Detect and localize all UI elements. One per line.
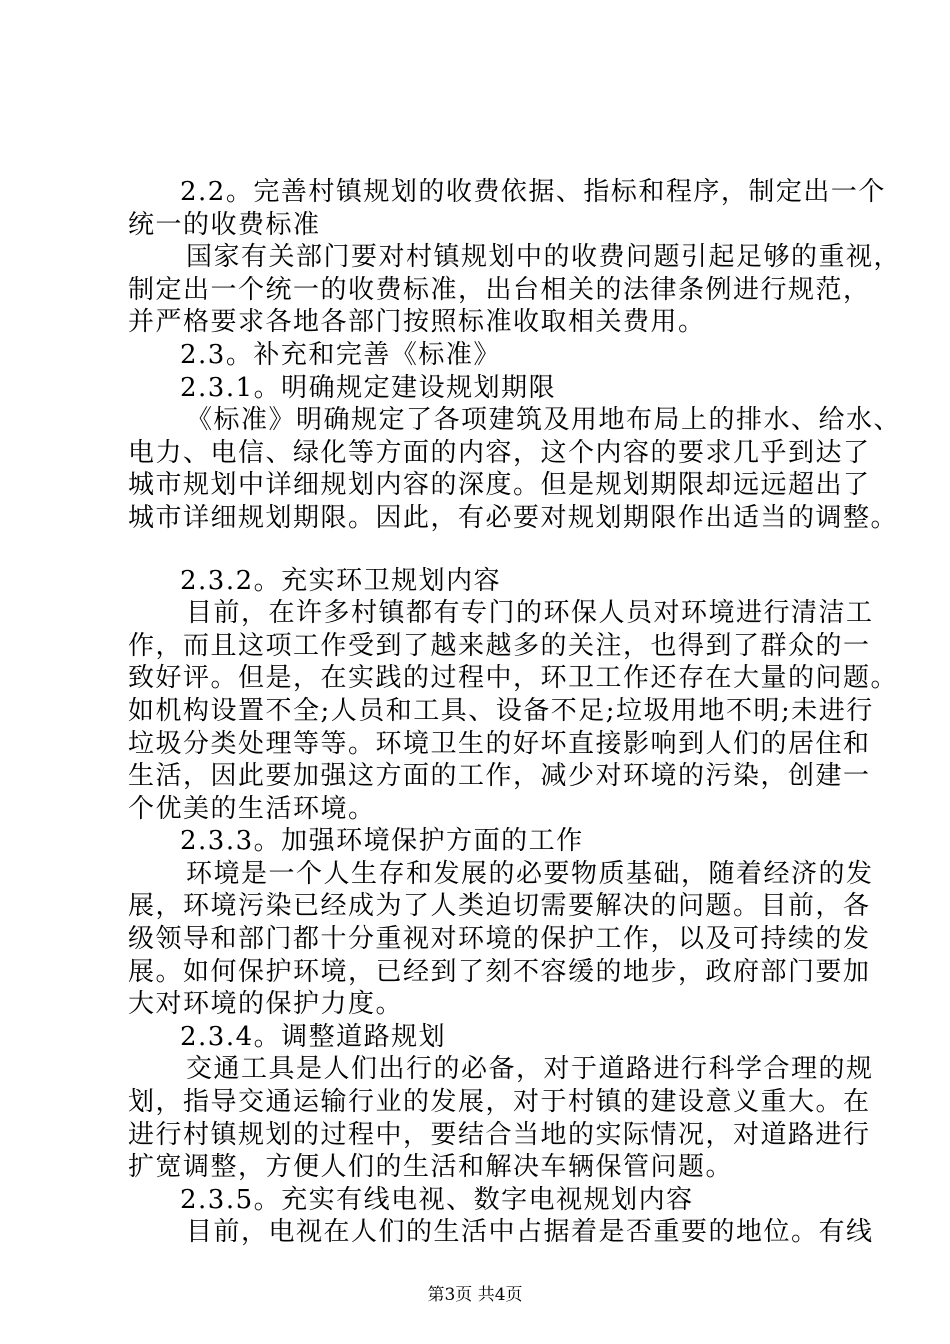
- section-heading-2-3-1: 2.3.1。明确规定建设规划期限: [180, 372, 557, 403]
- section-heading-2-3-3: 2.3.3。加强环境保护方面的工作: [180, 826, 584, 857]
- page-footer: 第3页 共4页: [427, 1285, 523, 1305]
- paragraph-line: 目前，在许多村镇都有专门的环保人员对环境进行清洁工: [186, 598, 874, 629]
- paragraph-line: 制定出一个统一的收费标准，出台相关的法律条例进行规范，: [128, 274, 871, 305]
- paragraph-line: 致好评。但是，在实践的过程中，环卫工作还存在大量的问题。: [128, 663, 899, 694]
- paragraph-line: 进行村镇规划的过程中，要结合当地的实际情况，对道路进行: [128, 1119, 871, 1150]
- paragraph-line: 目前，电视在人们的生活中占据着是否重要的地位。有线: [186, 1217, 874, 1248]
- section-heading-2-3: 2.3。补充和完善《标准》: [180, 339, 501, 370]
- paragraph-line: 城市详细规划期限。因此，有必要对规划期限作出适当的调整。: [128, 502, 899, 533]
- section-heading-2-2-cont: 统一的收费标准: [128, 209, 321, 240]
- section-heading-2-3-4: 2.3.4。调整道路规划: [180, 1021, 447, 1052]
- paragraph-line: 国家有关部门要对村镇规划中的收费问题引起足够的重视，: [186, 242, 902, 273]
- paragraph-line: 级领导和部门都十分重视对环境的保护工作，以及可持续的发: [128, 924, 871, 955]
- paragraph-line: 划，指导交通运输行业的发展，对于村镇的建设意义重大。在: [128, 1087, 871, 1118]
- paragraph-line: 作，而且这项工作受到了越来越多的关注，也得到了群众的一: [128, 630, 871, 661]
- paragraph-line: 大对环境的保护力度。: [128, 989, 404, 1020]
- paragraph-line: 生活，因此要加强这方面的工作，减少对环境的污染，创建一: [128, 761, 871, 792]
- paragraph-line: 城市规划中详细规划内容的深度。但是规划期限却远远超出了: [128, 470, 871, 501]
- paragraph-line: 展。如何保护环境，已经到了刻不容缓的地步，政府部门要加: [128, 956, 871, 987]
- paragraph-line: 垃圾分类处理等等。环境卫生的好坏直接影响到人们的居住和: [128, 728, 871, 759]
- document-body: [128, 176, 902, 1249]
- paragraph-line: 如机构设置不全;人员和工具、设备不足;垃圾用地不明;未进行: [128, 695, 874, 726]
- paragraph-line: 个优美的生活环境。: [128, 793, 376, 824]
- paragraph-line: 《标准》明确规定了各项建筑及用地布局上的排水、给水、: [186, 405, 902, 436]
- section-heading-2-3-5: 2.3.5。充实有线电视、数字电视规划内容: [180, 1184, 694, 1215]
- paragraph-line: 环境是一个人生存和发展的必要物质基础，随着经济的发: [186, 858, 874, 889]
- section-heading-2-2: 2.2。完善村镇规划的收费依据、指标和程序，制定出一个: [180, 177, 886, 207]
- section-heading-2-3-2: 2.3.2。充实环卫规划内容: [180, 565, 502, 596]
- paragraph-line: 并严格要求各地各部门按照标准收取相关费用。: [128, 307, 706, 338]
- paragraph-line: 扩宽调整，方便人们的生活和解决车辆保管问题。: [128, 1152, 734, 1183]
- paragraph-line: 展，环境污染已经成为了人类迫切需要解决的问题。目前，各: [128, 891, 871, 922]
- paragraph-line: 电力、电信、绿化等方面的内容，这个内容的要求几乎到达了: [128, 437, 871, 468]
- paragraph-gap: [128, 535, 832, 565]
- paragraph-line: 交通工具是人们出行的必备，对于道路进行科学合理的规: [186, 1054, 874, 1085]
